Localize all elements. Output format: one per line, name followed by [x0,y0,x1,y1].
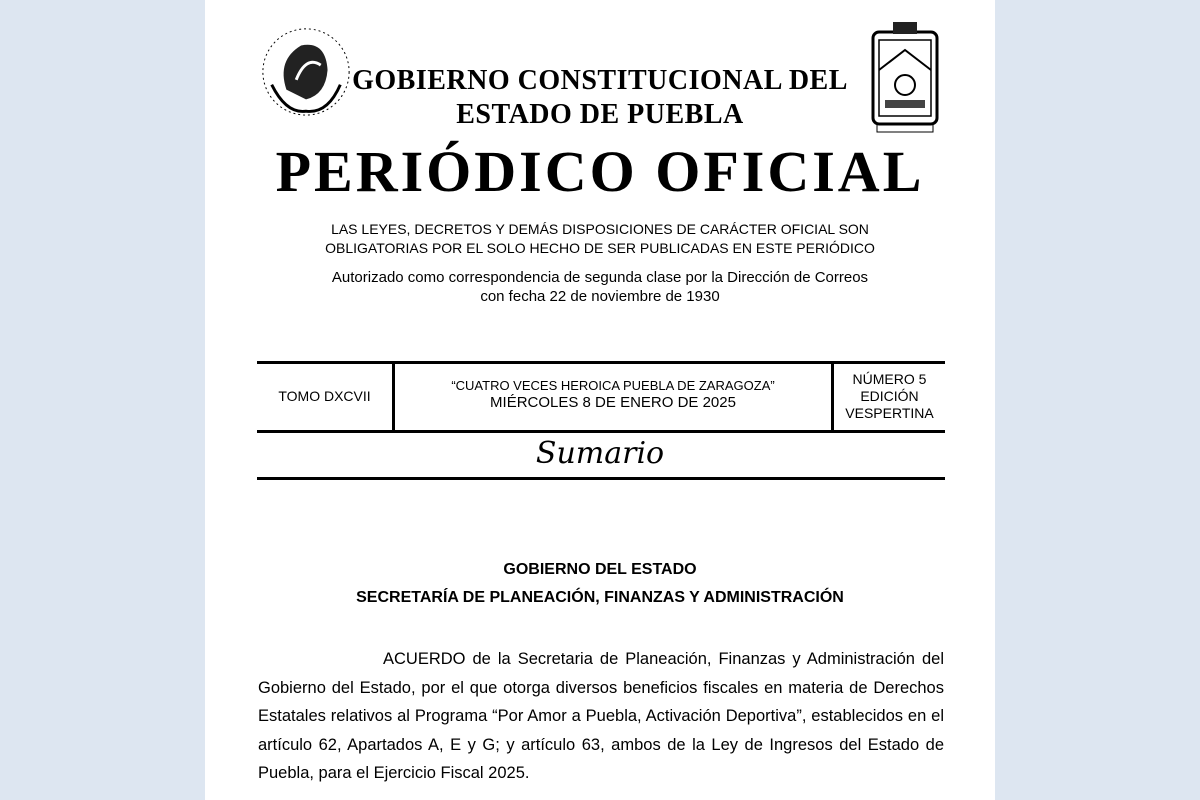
agreement-paragraph: ACUERDO de la Secretaria de Planeación, Finanzas y Administración del Gobierno del Estado, por el que otorga diversos beneficios fiscales en materia de Derechos Estatales relativos al Programa “Por Amor a Puebla, Activación Deportiva”, establecidos en el artículo 62, Apartados A, E y G; y artículo 63, ambos de la Ley de Ingresos del Estado de Puebla, para el Ejercicio Fiscal 2025. [258,650,944,783]
government-title-line1: GOBIERNO CONSTITUCIONAL DEL [352,65,848,96]
authorization-line1: Autorizado como correspondencia de segunda clase por la Dirección de Correos [331,269,869,286]
evening-edition-text: VESPERTINA [845,405,934,421]
government-title-line2: ESTADO DE PUEBLA [456,99,744,130]
issue-date: MIÉRCOLES 8 DE ENERO DE 2025 [490,394,736,411]
newspaper-title: PERIÓDICO OFICIAL [275,139,925,204]
section-heading-secretariat: SECRETARÍA DE PLANEACIÓN, FINANZAS Y ADMINISTRACIÓN [356,589,844,606]
issue-number-text: NÚMERO 5 [852,371,927,387]
summary-rule [257,477,945,480]
tomo-label: TOMO DXCVII [278,388,371,404]
legal-notice-line2: OBLIGATORIAS POR EL SOLO HECHO DE SER PUBLICADAS EN ESTE PERIÓDICO [325,240,875,256]
legal-notice-line1: LAS LEYES, DECRETOS Y DEMÁS DISPOSICIONES DE CARÁCTER OFICIAL SON [331,221,869,237]
document-page [205,0,995,800]
table-top-rule [257,361,945,364]
summary-heading: Sumario [535,436,665,471]
section-heading-government: GOBIERNO DEL ESTADO [503,561,697,578]
table-bottom-rule [257,430,945,433]
issue-number [834,371,945,422]
edition-text: EDICIÓN [860,388,919,404]
motto: “CUATRO VECES HEROICA PUEBLA DE ZARAGOZA” [451,378,775,393]
authorization-line2: con fecha 22 de noviembre de 1930 [480,288,720,305]
